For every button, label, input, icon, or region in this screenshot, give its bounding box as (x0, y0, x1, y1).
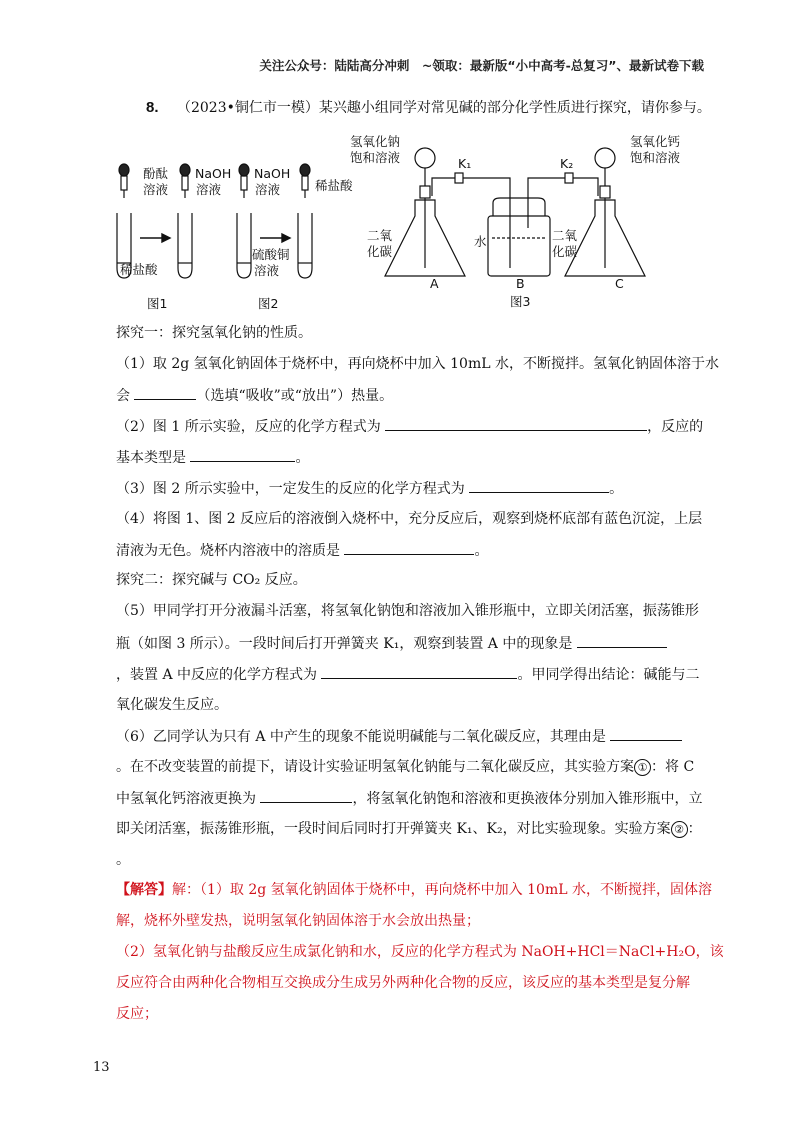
fig2-dropper-1 (239, 164, 249, 198)
q5-equation-blank[interactable] (321, 664, 517, 679)
q6-text: （6）乙同学认为只有 A 中产生的现象不能说明碱能与二氧化碳反应，其理由是 (116, 729, 611, 745)
fig3-caption: 图3 (510, 294, 531, 309)
question-source: （2023•铜仁市一模）某兴趣小组同学对常见碱的部分化学性质进行探究，请你参与。 (176, 100, 711, 116)
fig2-tube-1 (237, 213, 251, 278)
q5-line4: 氧化碳发生反应。 (116, 697, 228, 713)
answer-tag: 【解答】 (116, 882, 172, 898)
fig1-reagent2-l2: 溶液 (196, 182, 222, 197)
answer-line4: 反应符合由两种化合物相互交换成分生成另外两种化合物的反应，该反应的基本类型是复分解 (116, 975, 690, 991)
q4-line2 (116, 540, 488, 561)
explore1-heading: 探究一：探究氢氧化钠的性质。 (116, 325, 312, 341)
fig3-label-a: A (430, 276, 439, 291)
q5-line1: （5）甲同学打开分液漏斗活塞，将氢氧化钠饱和溶液加入锥形瓶中，立即关闭活塞，振荡锥形 (116, 603, 699, 619)
fig1-tube-label: 稀盐酸 (120, 262, 158, 277)
fig3-co2-c-l2: 化碳 (552, 244, 578, 259)
answer-line3: （2）氢氧化钠与盐酸反应生成氯化钠和水，反应的化学方程式为 NaOH+HCl＝NaCl+H₂O，该 (116, 944, 724, 960)
fig1-dropper-1 (119, 164, 129, 198)
q3-text-start: （3）图 2 所示实验中，一定发生的反应的化学方程式为 (116, 481, 470, 497)
q6-procedure: 即关闭活塞，振荡锥形瓶，一段时间后同时打开弹簧夹 K₁、K₂，对比实验现象。实验方案 (116, 821, 671, 837)
q6-reason-blank[interactable] (610, 726, 682, 741)
q6-replace-blank[interactable] (260, 788, 352, 803)
q3-line (116, 478, 623, 499)
fig3-k1: K₁ (458, 156, 472, 171)
fig3-tube-left (432, 178, 510, 196)
fig3-label-c: C (615, 276, 624, 291)
q3-equation-blank[interactable] (469, 478, 609, 493)
q2-line1 (116, 416, 703, 437)
q6-replace-tail: ，将氢氧化钠饱和溶液和更换液体分别加入锥形瓶中，立 (352, 791, 703, 807)
q2-type-blank[interactable] (190, 447, 295, 462)
fig1-reagent1-l2: 溶液 (143, 182, 169, 197)
answer-line5: 反应； (116, 1006, 158, 1022)
fig3-funnel-a-l2: 饱和溶液 (350, 150, 401, 165)
experiment-figures (0, 128, 800, 328)
q4-text-end: 。 (474, 543, 489, 559)
q1-line1: （1）取 2g 氢氧化钠固体于烧杯中，再向烧杯中加入 10mL 水，不断搅拌。氢氧化钠固体溶于水 (116, 356, 719, 372)
answer-text-1: 解：（1）取 2g 氢氧化钠固体于烧杯中，再向烧杯中加入 10mL 水，不断搅拌，固体溶 (172, 882, 712, 898)
fig3-co2-c-l1: 二氧 (552, 228, 578, 243)
q2-text-end: ，反应的 (647, 419, 704, 435)
fig3-funnel-c-l1: 氢氧化钙 (630, 134, 681, 149)
fig3-water: 水 (474, 234, 487, 249)
fig2-tube-2 (298, 213, 312, 278)
fig2-reagent1-l2: 溶液 (255, 182, 281, 197)
q5-line3 (116, 664, 699, 685)
circle-1: ① (634, 759, 651, 776)
fig-arrows (140, 234, 290, 242)
q6-line2 (116, 757, 694, 777)
q1-line2 (116, 385, 393, 406)
answer-line2: 解，烧杯外壁发热，说明氢氧化钠固体溶于水会放出热量； (116, 913, 480, 929)
fig3-k2: K₂ (560, 156, 574, 171)
fig1-dropper-2 (180, 164, 190, 198)
fig2-caption: 图2 (258, 296, 279, 311)
q5-line2 (116, 633, 667, 654)
q6-design-text: 。在不改变装置的前提下，请设计实验证明氢氧化钠能与二氧化碳反应，其实验方案 (116, 759, 634, 775)
q1-answer-blank[interactable] (134, 385, 196, 400)
fig3-bottle-b (488, 183, 550, 276)
circle-2: ② (671, 821, 688, 838)
q1-text-end: （选填“吸收”或“放出”）热量。 (196, 388, 394, 404)
fig3-funnel-a-l1: 氢氧化钠 (350, 134, 401, 149)
question-number: 8. (146, 99, 159, 116)
q6-replace-text: 中氢氧化钙溶液更换为 (116, 791, 261, 807)
q2-line2 (116, 447, 309, 468)
fig3-tube-right (528, 178, 598, 196)
q4-text-start: 清液为无色。烧杯内溶液中的溶质是 (116, 543, 345, 559)
q2-equation-blank[interactable] (385, 416, 647, 431)
q3-text-end: 。 (609, 481, 624, 497)
q5-text: 瓶（如图 3 所示）。一段时间后打开弹簧夹 K₁，观察到装置 A 中的现象是 (116, 636, 577, 652)
q6-line4 (116, 819, 702, 839)
fig3-clamp-k2 (565, 173, 573, 183)
q6-design-tail: ：将 C (651, 759, 695, 775)
q6-line3 (116, 788, 702, 809)
explore2-heading: 探究二：探究碱与 CO₂ 反应。 (116, 572, 307, 588)
fig1-reagent1-l1: 酚酞 (143, 166, 169, 181)
fig2-dropper-2 (300, 164, 310, 198)
question-title (146, 98, 711, 118)
fig1-reagent2-l1: NaOH (195, 166, 232, 181)
fig2-tube-label-l1: 硫酸铜 (252, 247, 290, 262)
fig3-label-b: B (516, 276, 525, 291)
q2-type-text: 基本类型是 (116, 450, 191, 466)
q2-type-end: 。 (295, 450, 310, 466)
q6-procedure-tail: ： (687, 821, 702, 837)
q5-conclusion: 。甲同学得出结论：碱能与二 (517, 667, 700, 683)
q6-line5: 。 (116, 852, 130, 868)
fig1-tube-2 (178, 213, 192, 278)
fig1-caption: 图1 (147, 296, 168, 311)
fig3-clamp-k1 (455, 173, 463, 183)
q5-eq-text: ，装置 A 中反应的化学方程式为 (116, 667, 322, 683)
q6-line1 (116, 726, 682, 747)
answer-line1 (116, 880, 712, 900)
fig2-reagent1-l1: NaOH (254, 166, 291, 181)
page-header: 关注公众号：陆陆高分冲刺 ~领取：最新版“小中高考-总复习”、最新试卷下载 (259, 58, 704, 73)
q1-text-start: 会 (116, 388, 135, 404)
fig2-tube-label-l2: 溶液 (254, 263, 280, 278)
q4-solute-blank[interactable] (344, 540, 474, 555)
q5-phenomenon-blank[interactable] (577, 633, 667, 648)
fig3-flask-a (385, 148, 465, 276)
fig3-co2-a-l1: 二氧 (367, 228, 393, 243)
fig3-funnel-c-l2: 饱和溶液 (630, 150, 681, 165)
fig3-co2-a-l2: 化碳 (367, 244, 393, 259)
page-number: 13 (93, 1060, 110, 1075)
q2-text-start: （2）图 1 所示实验，反应的化学方程式为 (116, 419, 386, 435)
q4-line1: （4）将图 1、图 2 反应后的溶液倒入烧杯中，充分反应后，观察到烧杯底部有蓝色沉淀，上层 (116, 511, 703, 527)
fig2-reagent2: 稀盐酸 (315, 178, 353, 193)
